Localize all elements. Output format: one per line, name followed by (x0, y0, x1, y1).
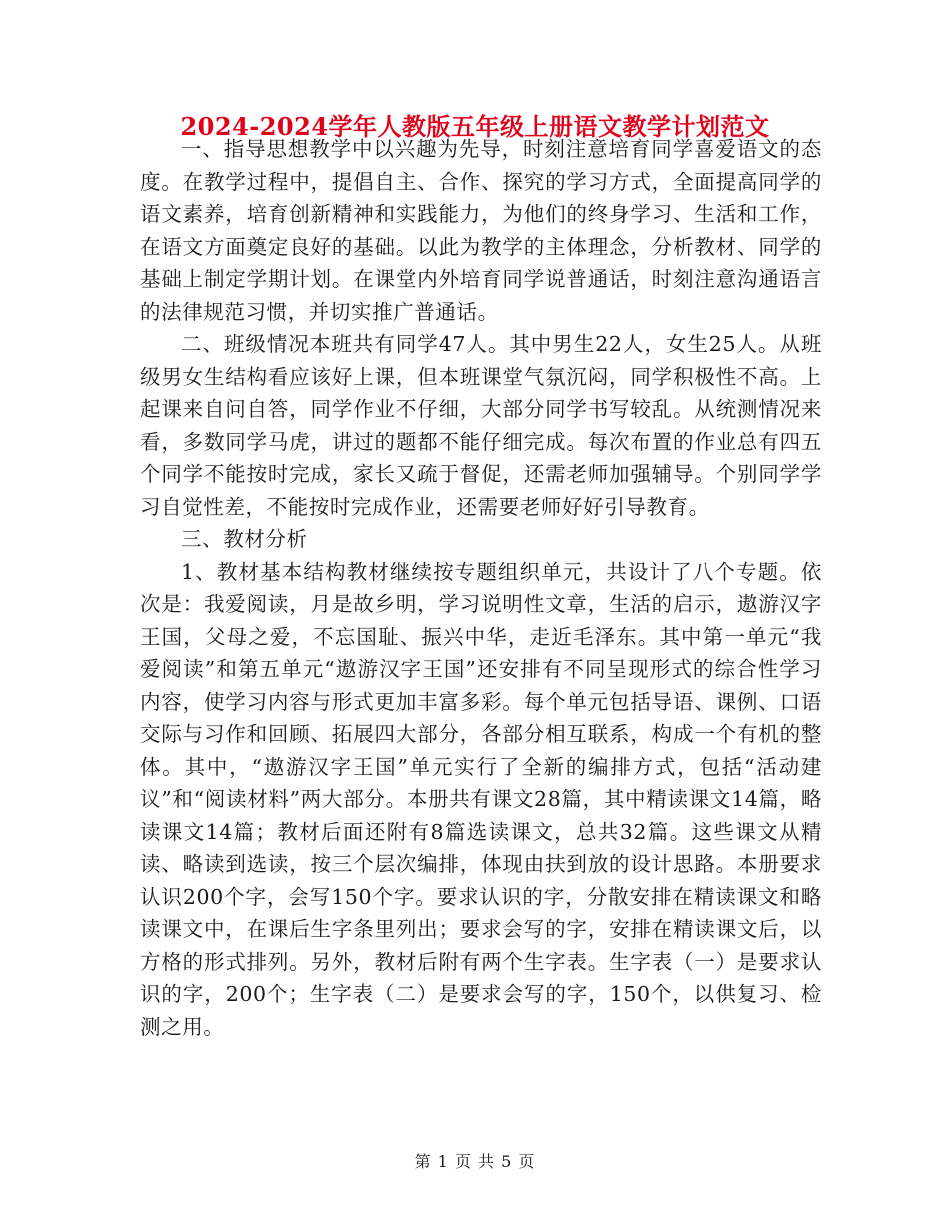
paragraph-textbook-structure: 1、教材基本结构教材继续按专题组织单元，共设计了八个专题。依次是：我爱阅读，月是故乡明，学习说明性文章，生活的启示，遨游汉字王国，父母之爱，不忘国耻、振兴中华，走近毛泽东。其中第一单元“我爱阅读”和第五单元“遨游汉字王国”还安排有不同呈现形式的综合性学习内容，使学习内容与形式更加丰富多彩。每个单元包括导语、课例、口语交际与习作和回顾、拓展四大部分，各部分相互联系，构成一个有机的整体。其中，“遨游汉字王国”单元实行了全新的编排方式，包括“活动建议”和“阅读材料”两大部分。本册共有课文28篇，其中精读课文14篇，略读课文14篇；教材后面还附有8篇选读课文，总共32篇。这些课文从精读、略读到选读，按三个层次编排，体现由扶到放的设计思路。本册要求认识200个字，会写150个字。要求认识的字，分散安排在精读课文和略读课文中，在课后生字条里列出；要求会写的字，安排在精读课文后，以方格的形式排列。另外，教材后附有两个生字表。生字表（一）是要求认识的字，200个；生字表（二）是要求会写的字，150个，以供复习、检测之用。 (140, 559, 822, 1039)
paragraph-class-situation: 二、班级情况本班共有同学47人。其中男生22人，女生25人。从班级男女生结构看应该好上课，但本班课堂气氛沉闷，同学积极性不高。上起课来自问自答，同学作业不仔细，大部分同学书写较乱。从统测情况来看，多数同学马虎，讲过的题都不能仔细完成。每次布置的作业总有四五个同学不能按时完成，家长又疏于督促，还需老师加强辅导。个别同学学习自觉性差，不能按时完成作业，还需要老师好好引导教育。 (140, 332, 822, 519)
document-body (140, 133, 822, 1043)
page-number-footer: 第 1 页 共 5 页 (414, 1152, 536, 1171)
section-heading-textbook-analysis: 三、教材分析 (181, 527, 308, 551)
paragraph-guiding-ideology: 一、指导思想教学中以兴趣为先导，时刻注意培育同学喜爱语文的态度。在教学过程中，提倡自主、合作、探究的学习方式，全面提高同学的语文素养，培育创新精神和实践能力，为他们的终身学习、生活和工作，在语文方面奠定良好的基础。以此为教学的主体理念，分析教材、同学的基础上制定学期计划。在课堂内外培育同学说普通话，时刻注意沟通语言的法律规范习惯，并切实推广普通话。 (140, 137, 822, 324)
document-title: 2024-2024学年人教版五年级上册语文教学计划范文 (180, 112, 770, 141)
